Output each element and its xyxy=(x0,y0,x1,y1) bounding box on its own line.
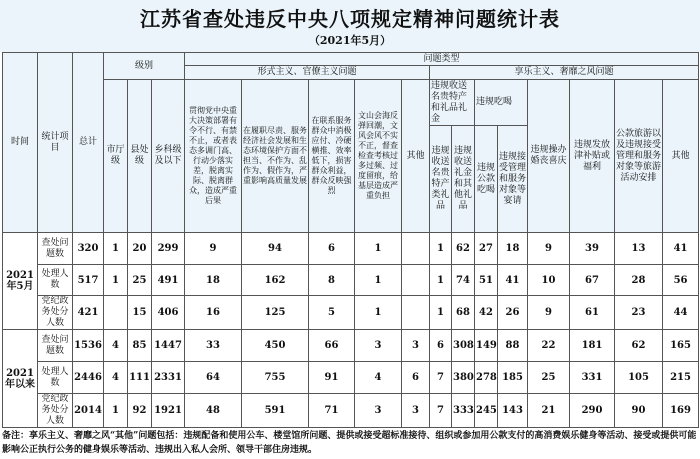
value-cell: 290 xyxy=(570,394,615,428)
value-cell: 67 xyxy=(570,265,615,296)
value-cell xyxy=(402,233,430,265)
value-cell: 68 xyxy=(452,296,475,330)
value-cell: 23 xyxy=(615,296,663,330)
value-cell: 9 xyxy=(185,233,242,265)
value-cell: 42 xyxy=(475,296,498,330)
header-city-level: 市厅级 xyxy=(104,80,128,233)
value-cell: 92 xyxy=(128,394,152,428)
value-cell: 591 xyxy=(242,394,309,428)
value-cell: 10 xyxy=(528,265,570,296)
value-cell: 143 xyxy=(498,394,528,428)
value-cell: 4 xyxy=(355,362,402,394)
value-cell: 64 xyxy=(185,362,242,394)
value-cell: 2446 xyxy=(73,362,104,394)
value-cell: 111 xyxy=(128,362,152,394)
value-cell: 9 xyxy=(528,233,570,265)
value-cell: 41 xyxy=(663,233,699,265)
header-time: 时间 xyxy=(3,53,38,233)
page-subtitle: （2021年5月） xyxy=(308,34,392,47)
value-cell: 3 xyxy=(402,394,430,428)
header-meal-1: 违规公款吃喝 xyxy=(475,126,498,233)
header-travel: 公款旅游以及违规接受管理和服务对象等旅游活动安排 xyxy=(615,80,663,233)
value-cell: 25 xyxy=(528,362,570,394)
header-formalism-1: 贯彻党中央重大决策部署有令不行、有禁不止，或者表态多调门高、行动少落实差，脱离实际、脱离群众，造成严重后果 xyxy=(185,80,242,233)
table-row xyxy=(3,265,699,296)
value-cell: 66 xyxy=(309,330,355,362)
value-cell: 491 xyxy=(152,265,185,296)
value-cell xyxy=(402,296,430,330)
table-row xyxy=(3,233,699,265)
header-formalism: 形式主义、官僚主义问题 xyxy=(185,66,430,80)
table-row xyxy=(3,362,699,394)
header-county-level: 县处级 xyxy=(128,80,152,233)
value-cell: 331 xyxy=(570,362,615,394)
value-cell: 94 xyxy=(242,233,309,265)
value-cell: 169 xyxy=(663,394,699,428)
value-cell: 22 xyxy=(528,330,570,362)
value-cell: 4 xyxy=(104,362,128,394)
value-cell: 125 xyxy=(242,296,309,330)
value-cell: 1 xyxy=(104,394,128,428)
time-period-cell: 2021年以来 xyxy=(3,330,38,428)
header-formalism-4: 文山会海反弹回潮，文风会风不实不正，督查检查考核过多过频、过度留痕，给基层造成严重负担 xyxy=(355,80,402,233)
value-cell: 20 xyxy=(128,233,152,265)
value-cell: 2014 xyxy=(73,394,104,428)
row-label: 查处问题数 xyxy=(38,233,73,265)
value-cell: 3 xyxy=(355,330,402,362)
value-cell: 1 xyxy=(355,296,402,330)
value-cell: 421 xyxy=(73,296,104,330)
value-cell: 1921 xyxy=(152,394,185,428)
value-cell: 7 xyxy=(430,394,452,428)
value-cell: 165 xyxy=(663,330,699,362)
header-subsidy: 违规发放津补贴或福利 xyxy=(570,80,615,233)
value-cell: 15 xyxy=(128,296,152,330)
page-title: 江苏省查处违反中央八项规定精神问题统计表 xyxy=(140,7,560,31)
value-cell: 1447 xyxy=(152,330,185,362)
value-cell: 3 xyxy=(402,330,430,362)
value-cell: 27 xyxy=(475,233,498,265)
value-cell: 181 xyxy=(570,330,615,362)
value-cell: 51 xyxy=(475,265,498,296)
value-cell: 25 xyxy=(128,265,152,296)
value-cell: 406 xyxy=(152,296,185,330)
header-wedding: 违规操办婚丧喜庆 xyxy=(528,80,570,233)
table-row xyxy=(3,330,699,362)
value-cell: 21 xyxy=(528,394,570,428)
value-cell: 517 xyxy=(73,265,104,296)
value-cell: 44 xyxy=(663,296,699,330)
row-label: 党纪政务处分人数 xyxy=(38,394,73,428)
row-label: 处理人数 xyxy=(38,362,73,394)
value-cell: 380 xyxy=(452,362,475,394)
statistics-table xyxy=(2,52,699,428)
footnote: 备注：享乐主义、奢靡之风“其他”问题包括：违规配备和使用公车、楼堂馆所问题、提供或接受超标准接待、组织或参加用公款支付的高消费娱乐健身等活动、接受或提供可能影响公正执行公务的健身娱乐等活动、违规出入私人会所、领导干部住房违规。 xyxy=(2,431,697,455)
value-cell xyxy=(104,296,128,330)
value-cell: 1536 xyxy=(73,330,104,362)
value-cell: 62 xyxy=(452,233,475,265)
header-gift-2: 违规收送礼金和其他礼品 xyxy=(452,126,475,233)
value-cell: 1 xyxy=(430,233,452,265)
value-cell: 6 xyxy=(402,362,430,394)
value-cell: 71 xyxy=(309,394,355,428)
value-cell: 320 xyxy=(73,233,104,265)
value-cell: 90 xyxy=(615,394,663,428)
value-cell: 18 xyxy=(185,265,242,296)
value-cell: 88 xyxy=(498,330,528,362)
value-cell: 162 xyxy=(242,265,309,296)
value-cell: 41 xyxy=(498,265,528,296)
value-cell: 62 xyxy=(615,330,663,362)
header-formalism-other: 其他 xyxy=(402,80,430,233)
header-formalism-3: 在联系服务群众中消极应付、冷硬横推、效率低下，损害群众利益，群众反映强烈 xyxy=(309,80,355,233)
table-row xyxy=(3,296,699,330)
value-cell: 9 xyxy=(528,296,570,330)
value-cell: 13 xyxy=(615,233,663,265)
value-cell: 185 xyxy=(498,362,528,394)
value-cell: 1 xyxy=(355,265,402,296)
value-cell: 5 xyxy=(309,296,355,330)
value-cell: 308 xyxy=(452,330,475,362)
value-cell: 7 xyxy=(430,362,452,394)
value-cell: 450 xyxy=(242,330,309,362)
value-cell: 333 xyxy=(452,394,475,428)
value-cell: 1 xyxy=(104,233,128,265)
value-cell: 8 xyxy=(309,265,355,296)
header-total: 总计 xyxy=(73,53,104,233)
value-cell: 278 xyxy=(475,362,498,394)
header-hedonism-other: 其他 xyxy=(663,80,699,233)
value-cell: 1 xyxy=(430,296,452,330)
header-gift-1: 违规收送名贵特产类礼品 xyxy=(430,126,452,233)
header-meal-2: 违规接受管理和服务对象等宴请 xyxy=(498,126,528,233)
value-cell: 26 xyxy=(498,296,528,330)
table-row xyxy=(3,394,699,428)
value-cell: 85 xyxy=(128,330,152,362)
value-cell: 61 xyxy=(570,296,615,330)
table-body xyxy=(3,233,699,428)
value-cell: 1 xyxy=(430,265,452,296)
value-cell: 56 xyxy=(663,265,699,296)
header-level: 级别 xyxy=(104,53,185,80)
value-cell: 91 xyxy=(309,362,355,394)
time-period-cell: 2021年5月 xyxy=(3,233,38,330)
header-hedonism: 享乐主义、奢靡之风问题 xyxy=(430,66,699,80)
value-cell: 149 xyxy=(475,330,498,362)
value-cell: 215 xyxy=(663,362,699,394)
value-cell: 2331 xyxy=(152,362,185,394)
value-cell: 299 xyxy=(152,233,185,265)
value-cell: 245 xyxy=(475,394,498,428)
header-problem-type: 问题类型 xyxy=(185,53,699,66)
value-cell: 755 xyxy=(242,362,309,394)
value-cell: 74 xyxy=(452,265,475,296)
header-formalism-2: 在履职尽责、服务经济社会发展和生态环境保护方面不担当、不作为、乱作为、假作为，严重影响高质量发展 xyxy=(242,80,309,233)
value-cell: 1 xyxy=(355,233,402,265)
header-item: 统计项目 xyxy=(38,53,73,233)
value-cell: 39 xyxy=(570,233,615,265)
value-cell: 28 xyxy=(615,265,663,296)
row-label: 查处问题数 xyxy=(38,330,73,362)
value-cell: 33 xyxy=(185,330,242,362)
header-meal-group: 违规吃喝 xyxy=(475,80,528,126)
header-gift-group: 违规收送名贵特产和礼品礼金 xyxy=(430,80,475,126)
value-cell xyxy=(402,265,430,296)
value-cell: 48 xyxy=(185,394,242,428)
value-cell: 4 xyxy=(104,330,128,362)
value-cell: 3 xyxy=(355,394,402,428)
row-label: 处理人数 xyxy=(38,265,73,296)
value-cell: 105 xyxy=(615,362,663,394)
value-cell: 18 xyxy=(498,233,528,265)
value-cell: 6 xyxy=(309,233,355,265)
value-cell: 16 xyxy=(185,296,242,330)
value-cell: 6 xyxy=(430,330,452,362)
value-cell: 1 xyxy=(104,265,128,296)
header-town-level: 乡科级及以下 xyxy=(152,80,185,233)
row-label: 党纪政务处分人数 xyxy=(38,296,73,330)
